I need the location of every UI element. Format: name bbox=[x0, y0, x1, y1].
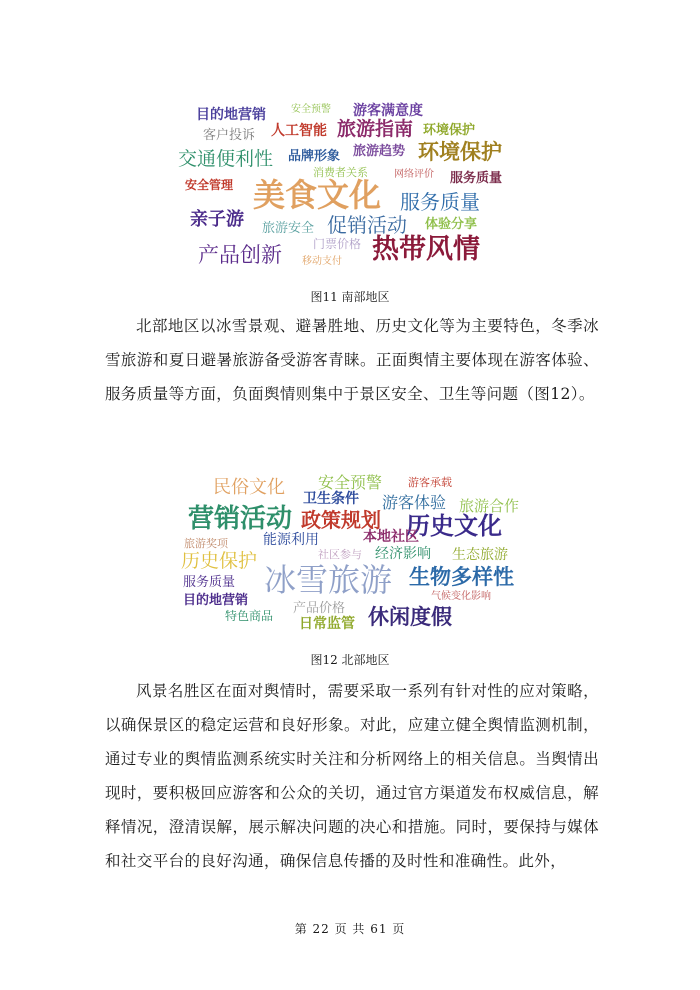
cloud-word: 安全预警 bbox=[318, 473, 383, 492]
cloud-word: 游客体验 bbox=[382, 493, 447, 512]
cloud-word: 社区参与 bbox=[318, 548, 362, 561]
cloud-word: 门票价格 bbox=[313, 237, 362, 251]
cloud-word: 交通便利性 bbox=[178, 148, 274, 170]
cloud-word: 本地社区 bbox=[363, 529, 419, 545]
cloud-word: 品牌形象 bbox=[288, 149, 341, 164]
cloud-word: 产品创新 bbox=[198, 243, 282, 267]
cloud-word: 亲子游 bbox=[190, 209, 244, 230]
cloud-word: 安全管理 bbox=[185, 178, 234, 192]
cloud-word: 客户投诉 bbox=[203, 128, 256, 143]
body-paragraph: 风景名胜区在面对舆情时，需要采取一系列有针对性的应对策略，以确保景区的稳定运营和良好形象。对此，应建立健全舆情监测机制，通过专业的舆情监测系统实时关注和分析网络上的相关信息。当舆情出现时，要积极回应游客和公众的关切，通过官方渠道发布权威信息，解释情况，澄清误解，展示解决问题的决心和措施。同时，要保持与媒体和社交平台的良好沟通，确保信息传播的及时性和准确性。此外， bbox=[105, 682, 599, 870]
cloud-word: 游客满意度 bbox=[353, 103, 423, 119]
cloud-word: 环境保护 bbox=[423, 123, 476, 138]
cloud-word: 营销活动 bbox=[188, 504, 293, 534]
cloud-word: 服务质量 bbox=[400, 190, 480, 214]
cloud-word: 经济影响 bbox=[375, 546, 431, 562]
cloud-word: 移动支付 bbox=[302, 256, 342, 267]
cloud-word: 日常监管 bbox=[299, 616, 355, 632]
cloud-word: 政策规划 bbox=[301, 508, 381, 532]
cloud-word: 历史保护 bbox=[181, 550, 258, 572]
word-cloud-south bbox=[150, 95, 550, 275]
cloud-word: 休闲度假 bbox=[368, 605, 452, 629]
cloud-word: 冰雪旅游 bbox=[264, 561, 393, 599]
cloud-word: 网络评价 bbox=[394, 169, 434, 180]
cloud-word: 服务质量 bbox=[183, 575, 236, 590]
cloud-word: 特色商品 bbox=[225, 609, 274, 623]
cloud-word: 目的地营销 bbox=[183, 593, 249, 608]
cloud-word: 生态旅游 bbox=[452, 547, 508, 563]
cloud-word: 民俗文化 bbox=[213, 477, 285, 498]
cloud-word: 卫生条件 bbox=[303, 491, 359, 507]
cloud-word: 生物多样性 bbox=[409, 565, 514, 589]
cloud-word: 旅游安全 bbox=[262, 221, 315, 236]
cloud-word: 能源利用 bbox=[263, 532, 319, 548]
body-paragraph: 北部地区以冰雪景观、避暑胜地、历史文化等为主要特色，冬季冰雪旅游和夏日避暑旅游备受游客青睐。正面舆情主要体现在游客体验、服务质量等方面，负面舆情则集中于景区安全、卫生等问题（图12）。 bbox=[105, 317, 599, 403]
cloud-word: 服务质量 bbox=[450, 171, 503, 186]
cloud-word: 环境保护 bbox=[418, 140, 502, 164]
cloud-word: 安全预警 bbox=[291, 104, 331, 115]
word-cloud-north bbox=[150, 468, 550, 638]
cloud-word: 体验分享 bbox=[425, 217, 478, 232]
cloud-word: 旅游趋势 bbox=[353, 144, 406, 159]
cloud-word: 人工智能 bbox=[271, 123, 327, 139]
cloud-word: 美食文化 bbox=[253, 176, 382, 214]
figure-caption: 图11 南部地区 bbox=[310, 290, 390, 304]
cloud-word: 游客承载 bbox=[408, 476, 452, 489]
cloud-word: 历史文化 bbox=[406, 512, 502, 540]
cloud-word: 旅游合作 bbox=[459, 497, 520, 515]
cloud-word: 气候变化影响 bbox=[431, 591, 491, 602]
cloud-word: 促销活动 bbox=[327, 213, 407, 237]
figure-caption: 图12 北部地区 bbox=[310, 653, 390, 667]
cloud-word: 热带风情 bbox=[372, 234, 480, 265]
cloud-word: 产品价格 bbox=[293, 601, 346, 616]
cloud-word: 目的地营销 bbox=[196, 107, 266, 123]
cloud-word: 旅游奖项 bbox=[184, 537, 228, 550]
page-footer: 第 22 页 共 61 页 bbox=[294, 922, 406, 936]
cloud-word: 消费者关系 bbox=[313, 166, 368, 179]
cloud-word: 旅游指南 bbox=[337, 118, 414, 140]
